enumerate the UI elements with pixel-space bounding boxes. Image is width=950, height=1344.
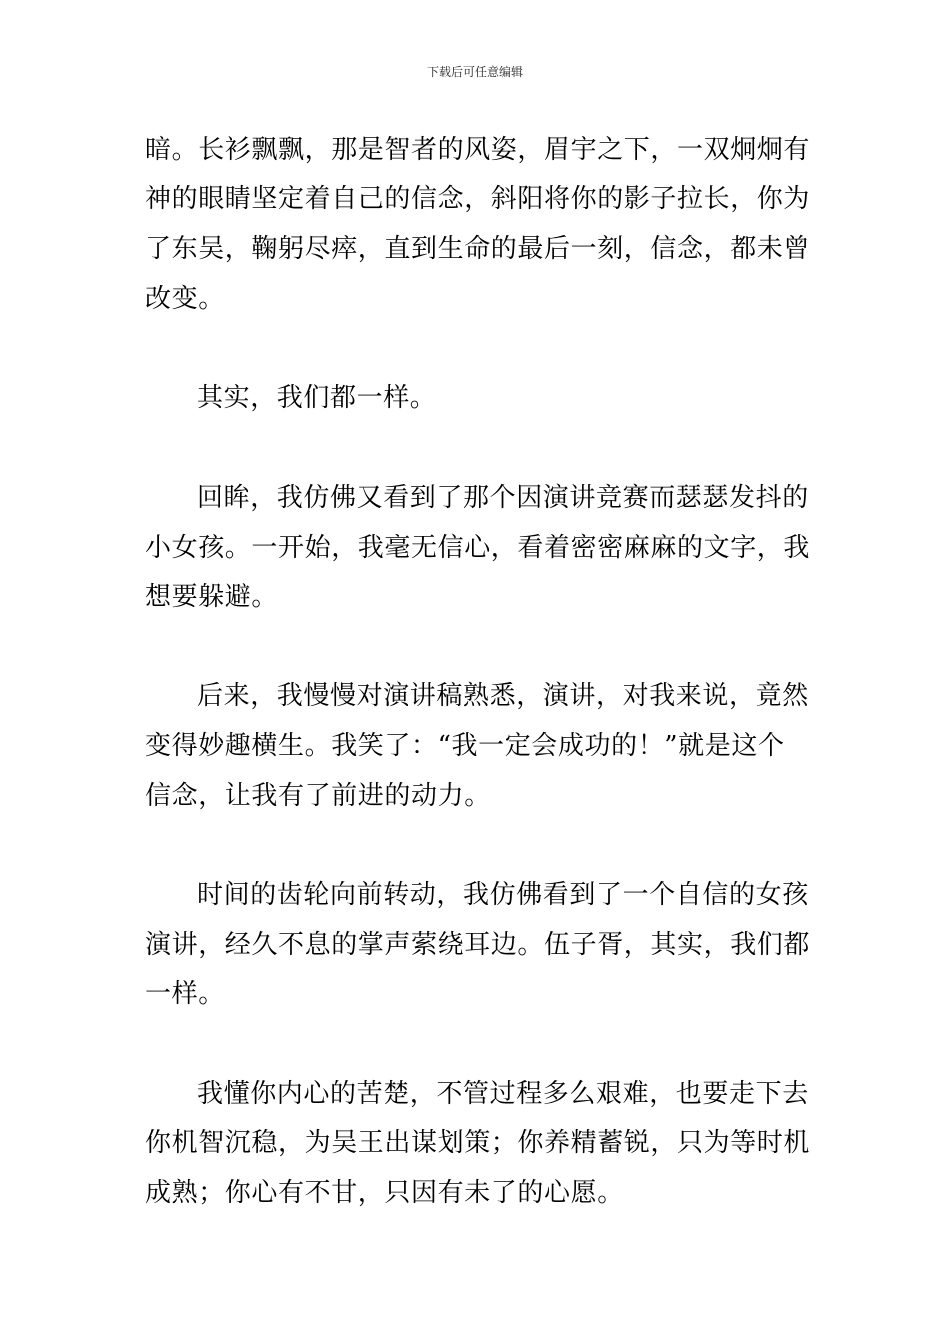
paragraph-1-line-3: 了东吴，鞠躬尽瘁，直到生命的最后一刻，信念，都未曾: [145, 234, 810, 264]
paragraph-4-line-3: 信念，让我有了前进的动力。: [145, 781, 491, 811]
paragraph-1-line-2: 神的眼睛坚定着自己的信念，斜阳将你的影子拉长，你为: [145, 184, 810, 214]
paragraph-4-line-2: 变得妙趣横生。我笑了：“我一定会成功的！”就是这个: [145, 731, 785, 761]
paragraph-1-line-1: 暗。长衫飘飘，那是智者的风姿，眉宇之下，一双炯炯有: [145, 135, 810, 165]
paragraph-3-line-3: 想要躲避。: [145, 582, 279, 612]
page-header: 下载后可任意编辑: [426, 65, 523, 79]
paragraph-2-line-1: 其实，我们都一样。: [197, 383, 437, 413]
paragraph-6-line-3: 成熟；你心有不甘，只因有未了的心愿。: [145, 1178, 624, 1208]
paragraph-6-line-2: 你机智沉稳，为吴王出谋划策；你养精蓄锐，只为等时机: [145, 1128, 810, 1158]
paragraph-5-line-2: 演讲，经久不息的掌声萦绕耳边。伍子胥，其实，我们都: [145, 930, 810, 960]
paragraph-5-line-3: 一样。: [145, 979, 225, 1009]
paragraph-3-line-2: 小女孩。一开始，我毫无信心，看着密密麻麻的文字，我: [145, 533, 810, 563]
paragraph-1-line-4: 改变。: [145, 284, 225, 314]
paragraph-6-line-1: 我懂你内心的苦楚，不管过程多么艰难，也要走下去: [197, 1079, 809, 1109]
paragraph-5-line-1: 时间的齿轮向前转动，我仿佛看到了一个自信的女孩: [197, 880, 809, 910]
paragraph-4-line-1: 后来，我慢慢对演讲稿熟悉，演讲，对我来说，竟然: [197, 681, 809, 711]
paragraph-3-line-1: 回眸，我仿佛又看到了那个因演讲竞赛而瑟瑟发抖的: [197, 483, 809, 513]
